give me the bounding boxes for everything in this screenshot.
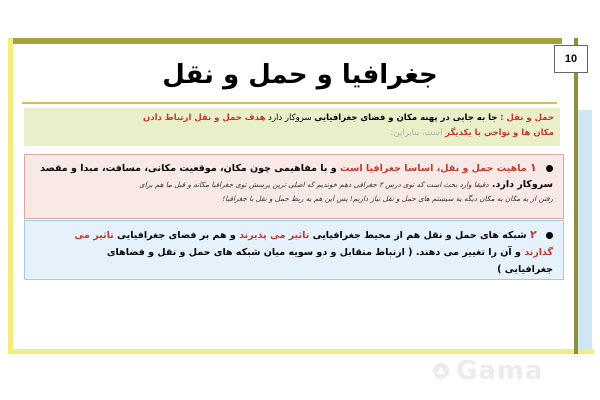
bullet-icon [546, 165, 553, 172]
frame-right-bar [574, 38, 578, 354]
point-2-number: ۲ [529, 228, 537, 241]
point-2-bold-1: ارتباط متقابل و دو سویه [288, 247, 405, 258]
point-1-rest2: سروکار دارد. [491, 179, 553, 190]
watermark-logo-icon [432, 362, 450, 380]
slide-background [0, 0, 600, 6]
frame-top-bar [8, 38, 562, 44]
point-1-note-1: دقیقا وارد بحث است که توی درس ۲ جغرافی دهم خوندیم که اصلی ترین پرسش توی جغرافیا مکانه و قبل ما هم برای [139, 180, 489, 189]
point-1-box [24, 154, 564, 219]
point-1-line [35, 160, 553, 193]
point-2-box [24, 220, 564, 280]
point-2-text-1: شبکه های حمل و نقل هم از محیط جغرافیایی [312, 230, 527, 241]
watermark-text: Gama [456, 356, 544, 386]
intro-box [24, 108, 560, 146]
title-divider [22, 102, 557, 104]
intro-part1: جا به جایی در پهنه مکان و فضای جغرافیایی [314, 113, 498, 123]
point-1-lead: ماهیت حمل و نقل، اساسا جغرافیا است [339, 163, 527, 174]
point-2-line [35, 226, 553, 278]
point-2-text-3: و آن را تغییر می دهند. ( [408, 247, 521, 258]
slide-title: جغرافیا و حمل و نقل [162, 60, 438, 90]
frame-bottom-bar [8, 349, 594, 354]
point-2-text-4: میان شبکه های حمل و نقل و فضاهای [106, 247, 286, 258]
point-1-note-2: رفتن از یه مکان به مکان دیگه یه سیستم های حمل و نقل نیاز داریم! پس این هم یه ربط حمل و نقل با جغرافیا! [222, 194, 553, 203]
intro-part4: مکان ها و نواحی با یکدیگر [445, 128, 554, 138]
intro-part3: هدف حمل و نقل ارتباط دادن [143, 113, 266, 123]
point-1-number: ۱ [529, 161, 537, 174]
intro-part2: سروکار دارد [268, 113, 312, 123]
intro-part5: است، بنابراین: [390, 128, 443, 138]
point-2-highlight-1: تاثیر می پذیرند [239, 230, 310, 241]
point-2-highlight-3: گذارند [524, 247, 553, 258]
point-2-highlight-2: تاثیر می [74, 230, 114, 241]
intro-label: حمل و نقل : [500, 113, 554, 123]
frame-left-bar [8, 38, 13, 354]
bullet-icon [546, 232, 553, 239]
frame-right-accent [576, 110, 592, 350]
point-2-text-2: و هم بر فضای جغرافیایی [117, 230, 236, 241]
slide-number: 10 [554, 45, 588, 73]
point-2-text-5: جغرافیایی ) [497, 264, 553, 275]
point-1-rest: و با مفاهیمی چون مکان، موقعیت مکانی، مسافت، مبدا و مقصد [40, 163, 337, 174]
